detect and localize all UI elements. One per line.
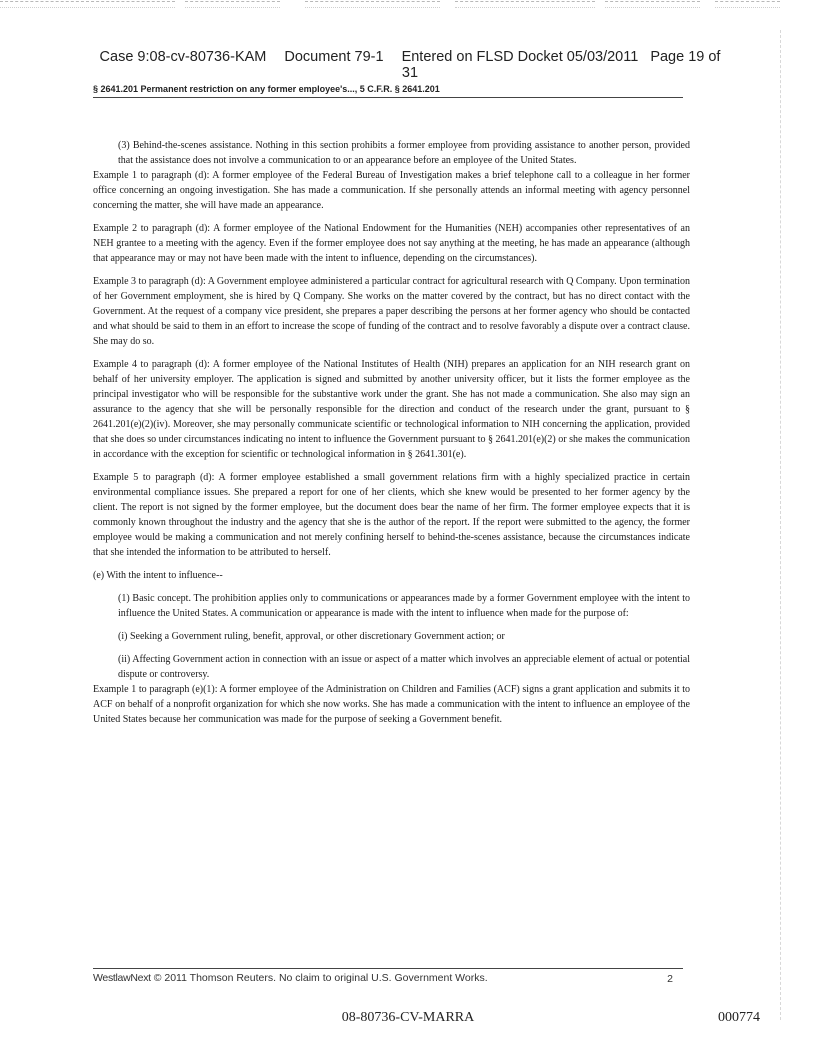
paragraph-item-ii: (ii) Affecting Government action in connection with an issue or aspect of a matter which involves an appreciable element of actual or potential dispute or controversy. [118, 654, 690, 680]
bates-page-number: 000774 [718, 1010, 760, 1025]
paragraph-behind-the-scenes: (3) Behind-the-scenes assistance. Nothing in this section prohibits a former employee from providing assistance to another person, provided that the assistance does not involve a communication to or an appearance before an employee of the United States. [118, 140, 690, 166]
page-footer [93, 968, 683, 984]
total-pages: 31 [401, 65, 419, 81]
footer-page-number: 2 [667, 973, 673, 985]
citation-header: § 2641.201 Permanent restriction on any former employee's..., 5 C.F.R. § 2641.201 [93, 84, 683, 98]
paragraph-example-5-d: Example 5 to paragraph (d): A former employee established a small government relations firm with a highly specialized practice in certain environmental compliance issues. She prepared a report for one of her clients, which she knew would be presented to her former agency by the client. The report is not signed by the former employee, but the document does bear the name of her firm. The former employee expects that it is commonly known throughout the industry and the agency that she is the author of the report. If the report were submitted to the agency, the former employee would be making a communication and not merely confining herself to behind-the-scenes assistance, because the circumstances indicate that she intended the information to be attributed to herself. [93, 472, 690, 558]
paragraph-intent-heading: (e) With the intent to influence-- [93, 570, 223, 581]
paragraph-example-1-d: Example 1 to paragraph (d): A former employee of the Federal Bureau of Investigation makes a brief telephone call to a colleague in her former office concerning an ongoing investigation. She has made a communication. If she personally attends an informal meeting with agency personnel concerning the matter, she will have made an appearance. [93, 170, 690, 211]
case-header [60, 49, 760, 81]
paragraph-basic-concept: (1) Basic concept. The prohibition applies only to communications or appearances made by a former Government employee with the intent to influence the United States. A communication or appearance is made with the intent to influence when made for the purpose of: [118, 593, 690, 619]
case-number: Case 9:08-cv-80736-KAM [99, 49, 267, 65]
document-number: Document 79-1 [284, 49, 384, 65]
document-body [93, 138, 690, 727]
docket-entry: Entered on FLSD Docket 05/03/2011 [401, 49, 639, 65]
bates-case-number: 08-80736-CV-MARRA [341, 1010, 475, 1025]
paragraph-example-3-d: Example 3 to paragraph (d): A Government employee administered a particular contract for agricultural research with Q Company. Upon termination of her Government employment, she is hired by Q Company. She works on the matter covered by the contract, but has no direct contact with the Government. At the request of a company vice president, she prepares a paper describing the persons at her former agency who should be contacted and what should be said to them in an effort to increase the scope of funding of the contract and to resolve favorably a dispute over a contract clause. She may do so. [93, 276, 690, 347]
scan-artifact-right-edge [780, 30, 782, 1020]
copyright-notice: © 2011 Thomson Reuters. No claim to original U.S. Government Works. [153, 972, 488, 984]
paragraph-example-1-e1: Example 1 to paragraph (e)(1): A former employee of the Administration on Children and Families (ACF) signs a grant application and submits it to ACF on behalf of a nonprofit organization for which she now works. She has made a communication with the intent to influence an employee of the United States because her communication was made for the purpose of seeking a Government benefit. [93, 684, 690, 725]
westlaw-logo: WestlawNext [93, 972, 151, 984]
scan-artifact-top [0, 0, 816, 10]
paragraph-example-2-d: Example 2 to paragraph (d): A former employee of the National Endowment for the Humanities (NEH) accompanies other representatives of an NEH grantee to a meeting with the agency. Even if the former employee does not say anything at the meeting, he has made an appearance (although that appearance may or may not have been made with the intent to influence, depending on the circumstances). [93, 223, 690, 264]
paragraph-item-i: (i) Seeking a Government ruling, benefit, approval, or other discretionary Government action; or [118, 631, 505, 642]
page-of: Page 19 of [650, 49, 721, 65]
paragraph-example-4-d: Example 4 to paragraph (d): A former employee of the National Institutes of Health (NIH) prepares an application for an NIH research grant on behalf of her university employer. The application is signed and submitted by another university officer, but it lists the former employee as the principal investigator who will be responsible for the substantive work under the grant. She has not made a communication. She also may sign an assurance to the agency that she will be personally responsible for the direction and conduct of the research under the grant, pursuant to § 2641.201(e)(2)(iv). Moreover, she may personally communicate scientific or technological information to NIH concerning the application, provided that she does so under circumstances indicating no intent to influence the Government pursuant to § 2641.201(e)(2) or she makes the communication in accordance with the exception for scientific or technological information in § 2641.301(e). [93, 359, 690, 460]
